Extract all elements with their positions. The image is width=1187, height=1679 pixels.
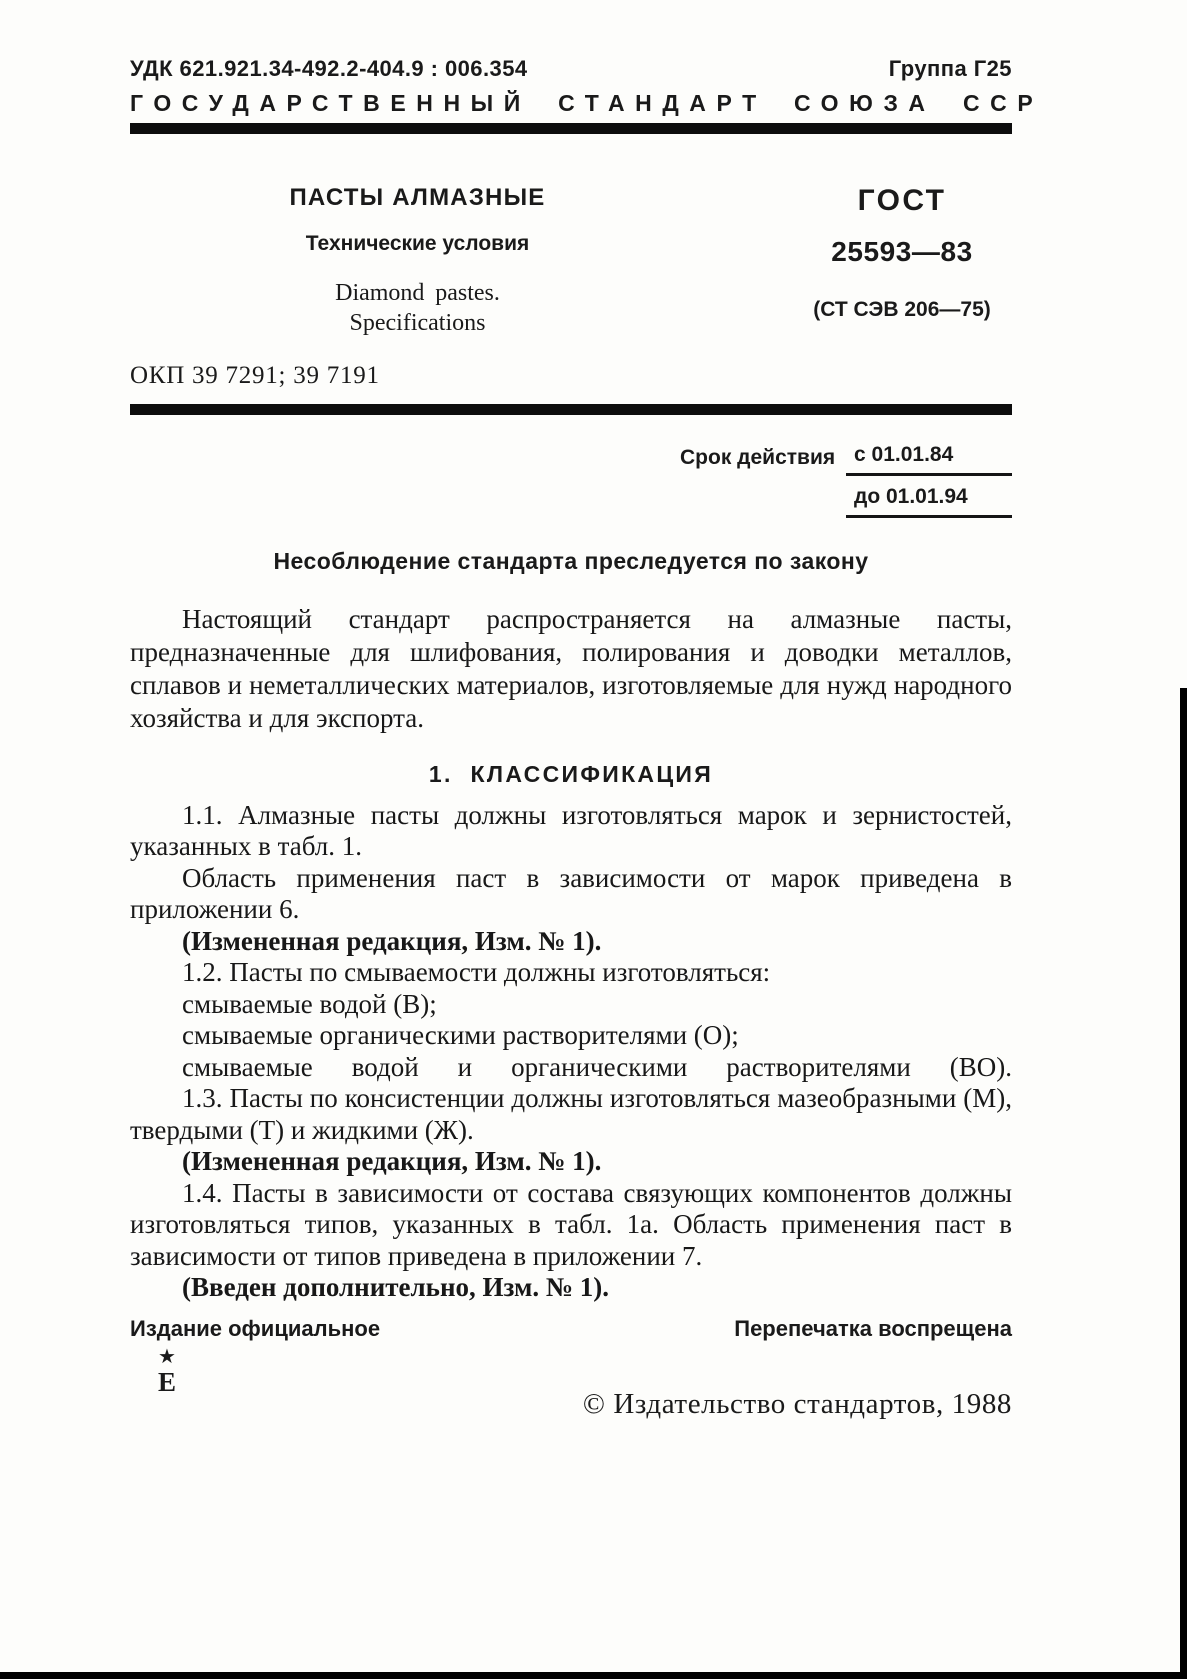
divider-bar-middle	[130, 404, 1012, 415]
divider-bar-top	[130, 123, 1012, 134]
paragraph: 1.2. Пасты по смываемости должны изготовляться:	[182, 957, 771, 988]
title-left-column	[130, 184, 705, 338]
paragraph: смываемые водой (В);	[182, 988, 437, 1019]
validity-label-spacer	[680, 512, 846, 518]
section-heading: 1. КЛАССИФИКАЦИЯ	[428, 760, 714, 787]
copyright-line: © Издательство стандартов, 1988	[582, 1388, 1012, 1420]
series-letter: Е	[157, 1367, 176, 1397]
page-content	[130, 0, 1044, 1679]
footer-row	[130, 1316, 1012, 1342]
title-english-line2: Specifications	[349, 310, 486, 336]
validity-block	[680, 443, 1012, 518]
paragraph: смываемые органическими растворителями (О);	[182, 1020, 739, 1051]
document-title-english	[130, 278, 705, 338]
okp-codes: ОКП 39 7291; 39 7191	[130, 362, 380, 389]
paragraph: 1.4. Пасты в зависимости от состава связующих компонентов должны изготовляться типов, указанных в табл. 1а. Область применения паст в зависимости от типов приведена в приложении 7.	[130, 1177, 1012, 1271]
reprint-forbidden-label: Перепечатка воспрещена	[734, 1316, 1012, 1341]
validity-row-from	[680, 443, 1012, 476]
udk-number: УДК 621.921.34-492.2-404.9 : 006.354	[130, 56, 528, 81]
validity-label: Срок действия	[680, 446, 836, 469]
top-row	[130, 0, 1012, 82]
document-subtitle: Технические условия	[305, 232, 530, 255]
title-block	[130, 184, 1012, 338]
paragraph: 1.3. Пасты по консистенции должны изготовляться мазеобразными (М), твердыми (Т) и жидкими (Ж).	[130, 1083, 1012, 1145]
paragraph: 1.1. Алмазные пасты должны изготовляться марок и зернистостей, указанных в табл. 1.	[130, 799, 1012, 862]
official-edition-label: Издание официальное	[130, 1316, 381, 1341]
title-english-line1: Diamond pastes.	[335, 280, 500, 306]
document-title: ПАСТЫ АЛМАЗНЫЕ	[289, 184, 546, 211]
classification-paragraphs	[130, 800, 1012, 1304]
paragraph: (Введен дополнительно, Изм. № 1).	[182, 1272, 609, 1303]
star-icon: ★	[158, 1346, 176, 1368]
gost-number: 25593—83	[831, 236, 973, 267]
gost-label: ГОСТ	[857, 184, 947, 217]
paragraph: Область применения паст в зависимости от марок приведена в приложении 6.	[130, 862, 1012, 925]
law-notice: Несоблюдение стандарта преследуется по закону	[273, 548, 869, 574]
st-sev-reference: (СТ СЭВ 206—75)	[813, 298, 991, 321]
paragraph: (Измененная редакция, Изм. № 1).	[182, 1146, 602, 1177]
scan-edge-right	[1180, 688, 1187, 1679]
scan-edge-bottom	[0, 1672, 1187, 1679]
state-standard-heading: ГОСУДАРСТВЕННЫЙ СТАНДАРТ СОЮЗА ССР	[130, 90, 1044, 116]
edition-mark	[144, 1346, 190, 1398]
group-label: Группа Г25	[888, 56, 1012, 81]
gost-designation-block	[792, 184, 1012, 338]
paragraph: смываемые водой и органическими растворителями (ВО).	[182, 1051, 1012, 1082]
paragraph: (Измененная редакция, Изм. № 1).	[182, 925, 602, 956]
validity-date-from: с 01.01.84	[846, 443, 1012, 476]
validity-date-to: до 01.01.94	[846, 485, 1012, 518]
validity-row-to	[680, 485, 1012, 518]
intro-paragraph: Настоящий стандарт распространяется на алмазные пасты, предназначенные для шлифования, полирования и доводки металлов, сплавов и неметаллических материалов, изготовляемые для нужд народного хозяйства и для экспорта.	[130, 604, 1012, 733]
